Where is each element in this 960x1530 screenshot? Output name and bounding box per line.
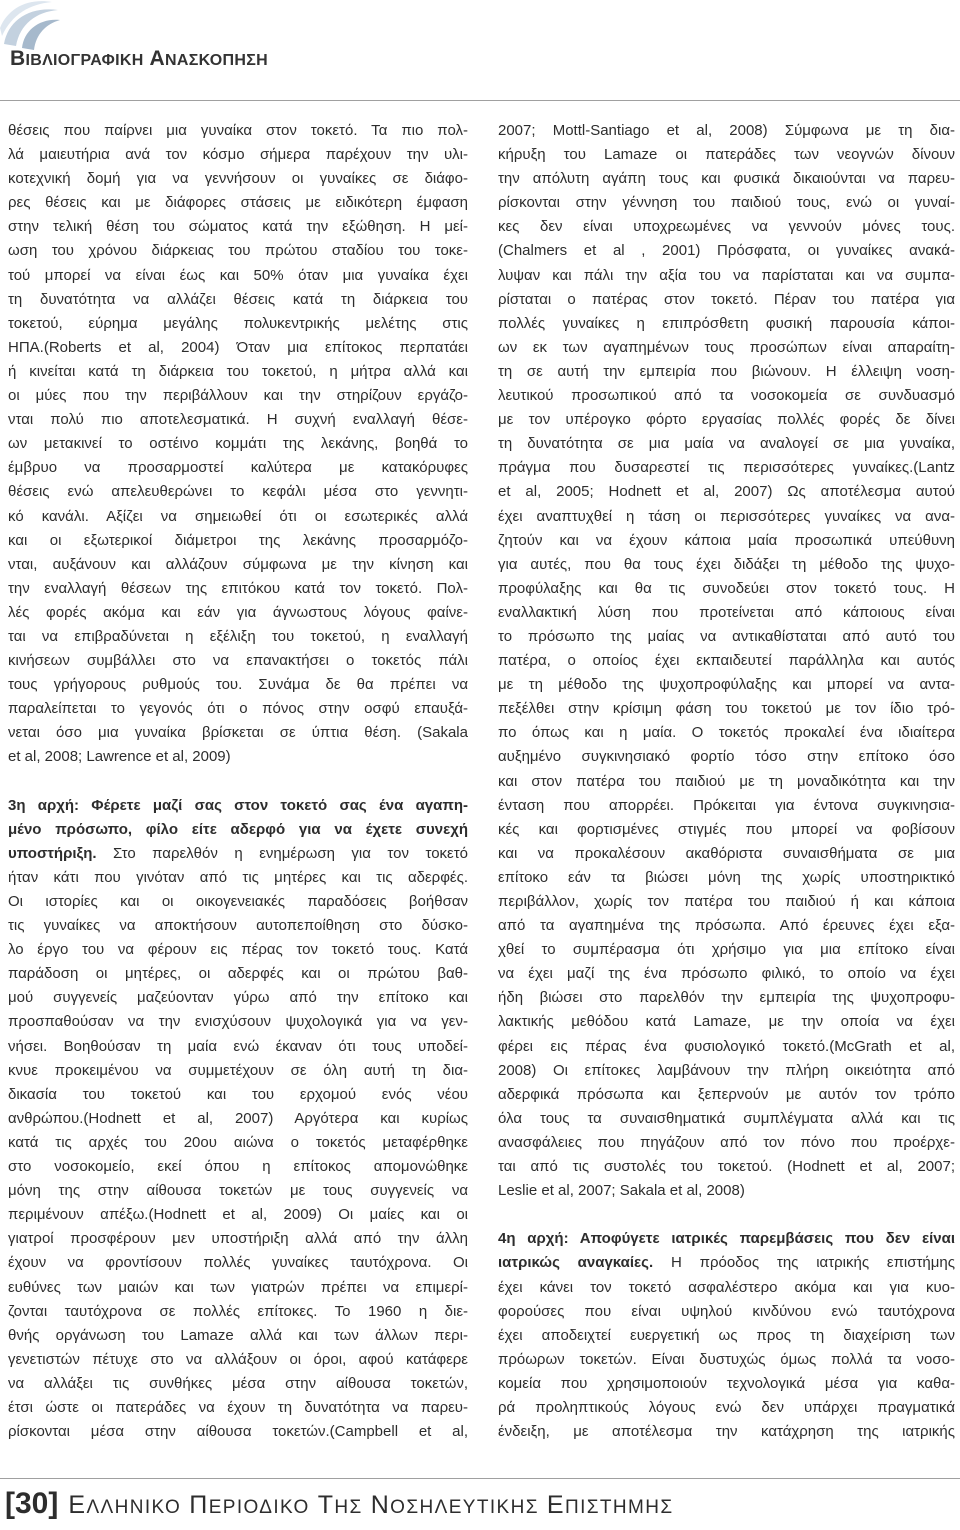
text-line: εναλλακτική λύση που προτείνεται από κάποιους είναι xyxy=(498,603,955,621)
text-line xyxy=(498,1227,955,1251)
section-heading-text: υποστήριξη. xyxy=(8,844,97,862)
text-line: ρά προληπτικούς λόγους ενώ δεν υπάρχει πραγματικά xyxy=(498,1398,955,1416)
text-line: περιβάλλον, χωρίς τον πατέρα του παιδιού ή και κάποια xyxy=(498,893,955,910)
text-line: παράδοση οι μητέρες, οι αδερφές και οι πρώτου βαθ- xyxy=(8,965,468,983)
text-line-segment: Η πρόοδος της ιατρικής επιστήμης xyxy=(653,1254,955,1272)
text-line: ανασφάλειες που πηγάζουν από τον πόνο που προέρχε- xyxy=(498,1133,955,1151)
text-line: κοτεχνική δομή για να γεννήσουν οι γυναίκες σε διάφο- xyxy=(8,170,468,188)
text-line: πολλές γυναίκες η επιπρόσθετη φυσική παρουσία κάποι- xyxy=(498,314,955,332)
text-line: πατέρα, ο οποίος έχει εκπαιδευτεί παράλληλα και αυτός xyxy=(498,652,955,670)
text-line: ρες θέσεις και με διάφορες στάσεις με ειδικότερη έμφαση xyxy=(8,194,468,212)
text-line: τοκετού, εύρημα μεγάλης πολυκεντρικής μελέτης στις xyxy=(8,314,468,332)
text-line: χθεί το συμπέρασμα ότι χρήσιμο για μια επίτοκο είναι xyxy=(498,941,955,959)
journal-title-word: ΕΛΛΗΝΙΚΟ xyxy=(68,1491,182,1519)
section-heading-text: μένο πρόσωπο, φίλο είτε αδερφό για να έχετε συνεχή xyxy=(8,820,468,838)
text-line: έχουν να φροντίσουν πολλές γυναίκες ταυτόχρονα. Οι xyxy=(8,1254,468,1272)
text-line: προσπαθούσαν να την ενισχύσουν ψυχολογικά για να γεν- xyxy=(8,1013,468,1031)
text-line: θέσεις που παίρνει μια γυναίκα στον τοκετό. Τα πιο πολ- xyxy=(8,122,468,139)
text-line: κομεία που χρησιμοποιούν τεχνολογικά μέσα για καθα- xyxy=(498,1374,955,1392)
text-line: ΗΠΑ.(Roberts et al, 2004) Όταν μια επίτοκος περπατάει xyxy=(8,338,468,356)
text-line: έχει κάνει τον τοκετό ασφαλέστερο ακόμα και για κυο- xyxy=(498,1278,955,1296)
text-line: γενετιστών πέτυχε στο να αλλάξουν οι όροι, αφού κατάφερε xyxy=(8,1350,468,1368)
text-line: πρόωρων τοκετών. Είναι δυστυχώς όμως πολλά τα νοσο- xyxy=(498,1350,955,1368)
text-line: τους γρήγορους ρυθμούς του. Συνάμα δε θα πρέπει να xyxy=(8,676,468,694)
text-line: επίτοκο εάν τα βιώσει μόνη της χωρίς υποστηρικτικό xyxy=(498,868,955,886)
text-line: νται πολύ πιο αποτελεσματικά. Η συχνή εναλλαγή θέσε- xyxy=(8,411,468,429)
text-line: όλα τους τα συναισθηματικά συμπλέγματα αλλά και τις xyxy=(498,1109,955,1127)
section-heading-text: 4η αρχή: Αποφύγετε ιατρικές παρεμβάσεις που δεν είναι xyxy=(498,1230,955,1248)
text-line: λές φορές ακόμα και εάν για άγνωστους λόγους φαίνε- xyxy=(8,603,468,621)
text-line: μού συγγενείς μαζεύονταν γύρω από την επίτοκο και xyxy=(8,989,468,1007)
text-line: γιατροί προσφέρουν μεν υποστήριξη αλλά από την άλλη xyxy=(8,1230,468,1248)
journal-title-word: ΠΕΡΙΟΔΙΚΟ xyxy=(189,1491,310,1519)
text-line: τού μπορεί να είναι έως και 50% όταν μια γυναίκα έχει xyxy=(8,266,468,284)
section-heading-text: ιατρικώς αναγκαίες. xyxy=(498,1254,654,1272)
text-line: προφύλαξης και θα τις συνοδεύει στον τοκετό τους. Η xyxy=(498,579,955,597)
text-line: ήταν κάτι που γινόταν από τις μητέρες και τις αδερφές. xyxy=(8,868,468,886)
text-line: λακτικής μεθόδου κατά Lamaze, με την οποία να έχει xyxy=(498,1013,955,1031)
paragraph-gap xyxy=(498,1203,955,1227)
text-line: φέρει εις πέρας ένα φυσιολογικό τοκετό.(McGrath et al, xyxy=(498,1037,955,1055)
text-line: να αλλάξει τις συνθήκες μέσα στην αίθουσα τοκετών, xyxy=(8,1374,468,1392)
text-line: την απόλυτη αγάπη τους και φυσικά δικαιούνται να παρευ- xyxy=(498,170,955,188)
text-line: τις γυναίκες να αποκτήσουν αυτοπεποίθηση στο δύσκο- xyxy=(8,917,468,935)
text-line: λευτικού προσωπικού από τα νοσοκομεία σε συνδυασμό xyxy=(498,387,955,405)
left-column xyxy=(8,119,468,1449)
text-line: ένδειξη, με αποτέλεσμα την κατάχρηση της ιατρικής xyxy=(498,1423,955,1441)
text-line: κατά τις αρχές του 20ου αιώνα ο τοκετός μεταφέρθηκε xyxy=(8,1133,468,1151)
text-line xyxy=(8,842,468,866)
text-line: και να προκαλέσουν ακαθόριστα συναισθήματα σε μια xyxy=(498,844,955,862)
text-line: και στον πατέρα του παιδιού με τη μοναδικότητα και την xyxy=(498,772,955,790)
text-line: τη δυνατότητα να αλλάζει θέσεις κατά τη διάρκεια του xyxy=(8,290,468,308)
text-line: νήσει. Βοηθούσαν τη μαία ενώ έκαναν ότι τους υποδεί- xyxy=(8,1037,468,1055)
text-line: νεται όσο μια γυναίκα βρίσκεται σε ύπτια θέση. (Sakala xyxy=(8,724,468,742)
text-line-segment: Στο παρελθόν η ενημέρωση για τον τοκετό xyxy=(96,844,468,862)
text-line: πράγμα που δυσαρεστεί τις περισσότερες γυναίκες.(Lantz xyxy=(498,459,955,477)
section-heading-text: 3η αρχή: Φέρετε μαζί σας στον τοκετό σας ένα αγαπη- xyxy=(8,796,468,814)
text-line: να έχει μαζί της ένα πρόσωπο φιλικό, το οποίο να έχει xyxy=(498,965,955,983)
text-line: θέσεις ενώ απελευθερώνει το κεφάλι μέσα στο γεννητι- xyxy=(8,483,468,501)
text-line: ται από τις συστολές του τοκετού. (Hodnett et al, 2007; xyxy=(498,1158,955,1176)
page-footer xyxy=(5,1484,682,1524)
text-line: τη δυνατότητα σε μια μαία να αναλογεί σε μια γυναίκα, xyxy=(498,435,955,453)
text-line: το πρόσωπο της μαίας να αντικαθίσταται από αυτό του xyxy=(498,627,955,645)
text-line: ή κινείται κατά τη διάρκεια του τοκετού, η μήτρα αλλά και xyxy=(8,362,468,380)
text-line: κες δεν είναι υποχρεωμένες να γεννούν μόνες τους. xyxy=(498,218,955,236)
text-line: (Chalmers et al , 2001) Πρόσφατα, οι γυναίκες ανακά- xyxy=(498,242,955,260)
text-line: δικασία του τοκετού και του ερχομού ενός νέου xyxy=(8,1085,468,1103)
paragraph-gap xyxy=(8,770,468,794)
text-line: λά μαιευτήρια ανά τον κόσμο σήμερα παρέχουν την υλι- xyxy=(8,146,468,164)
text-line: ζονται ταυτόχρονα σε πολλές επίτοκες. Το 1960 η διε- xyxy=(8,1302,468,1320)
text-line xyxy=(8,818,468,842)
text-line: ανθρώπου.(Hodnett et al, 2007) Αργότερα και κυρίως xyxy=(8,1109,468,1127)
text-line: ων μετακινεί το οστέινο κομμάτι της λεκάνης, βοηθά το xyxy=(8,435,468,453)
text-line: λο έργο του να φέρουν εις πέρας τον τοκετό τους. Κατά xyxy=(8,941,468,959)
text-line: ρίσκονται στην γέννηση του παιδιού τους, ενώ οι γυναί- xyxy=(498,194,955,212)
text-line: ζητούν και να έχουν κάποια μαία προσωπικά υπεύθυνη xyxy=(498,531,955,549)
text-line: κό κανάλι. Αξίζει να σημειωθεί ότι οι εσωτερικές αλλά xyxy=(8,507,468,525)
text-line: αδερφικά πρόσωπα και ξεπερνούν με αυτόν τον τρόπο xyxy=(498,1085,955,1103)
text-line: στο νοσοκομείο, εκεί όπου η επίτοκος απομονώθηκε xyxy=(8,1158,468,1176)
page-number: [30] xyxy=(5,1487,59,1520)
text-line: ωση του χρόνου διάρκειας του πρώτου σταδίου του τοκε- xyxy=(8,242,468,260)
journal-title-word: ΝΟΣΗΛΕΥΤΙΚΗΣ xyxy=(370,1491,539,1519)
text-line: et al, 2005; Hodnett et al, 2007) Ως αποτέλεσμα αυτού xyxy=(498,483,955,501)
text-line: Οι ιστορίες και οι οικογενειακές παραδόσεις βοήθσαν xyxy=(8,893,468,910)
text-line: κνυε προκειμένου να συμμετέχουν σε όλη αυτή τη δια- xyxy=(8,1061,468,1079)
right-column xyxy=(498,119,955,1449)
text-line: ων εκ των αγαπημένων τους προσώπων είναι απαραίτη- xyxy=(498,338,955,356)
journal-title-word: ΕΠΙΣΤΗΜΗΣ xyxy=(546,1491,674,1519)
text-line: έτσι ώστε οι πατεράδες να έχουν τη δυνατότητα να παρευ- xyxy=(8,1398,468,1416)
text-line: κές και φορτισμένες στιγμές που μπορεί να φοβίσουν xyxy=(498,820,955,838)
text-line: φορούσες που είναι υψηλού κινδύνου ενώ ταυτόχρονα xyxy=(498,1302,955,1320)
text-line: ρίσκονται μέσα στην αίθουσα τοκετών.(Campbell et al, xyxy=(8,1423,468,1441)
text-line: έχει αναπτυχθεί η τάση οι περισσότερες γυναίκες να ανα- xyxy=(498,507,955,525)
journal-title-word: ΤΗΣ xyxy=(317,1491,363,1519)
text-line: στην τελική θέση του σώματος κατά την εξώθηση. Η μεί- xyxy=(8,218,468,236)
text-line: et al, 2008; Lawrence et al, 2009) xyxy=(8,748,231,766)
text-line: ήδη βιώσει στο παρελθόν την εμπειρία της ψυχοπροφυ- xyxy=(498,989,955,1007)
text-line: 2007; Mottl-Santiago et al, 2008) Σύμφωνα με τη δια- xyxy=(498,122,955,139)
text-line: νται, αυξάνουν και αλλάζουν σύμφωνα με την κίνηση και xyxy=(8,555,468,573)
footer-rule xyxy=(0,1478,960,1479)
text-line: από τα αγαπημένα της πρόσωπα. Από έρευνες έχει εξα- xyxy=(498,917,955,935)
text-line: Leslie et al, 2007; Sakala et al, 2008) xyxy=(498,1182,745,1200)
text-line: περιμένουν απέξω.(Hodnett et al, 2009) Οι μαίες και οι xyxy=(8,1206,468,1224)
text-line: έχει αποδειχτεί ευεργετική ως προς τη διαχείριση των xyxy=(498,1326,955,1344)
text-line: αυξημένο συγκινησιακό φορτίο τόσο στην επίτοκο όσο xyxy=(498,748,955,766)
text-line: ένταση που απορρέει. Πρόκειται για έντονα συγκινησια- xyxy=(498,796,955,814)
text-line: για αυτές, που θα τους έχει διδάξει τη μέθοδο της ψυχο- xyxy=(498,555,955,573)
section-title-word: ΑΝΑΣΚΟΠΗΣΗ xyxy=(149,47,268,70)
text-line: τη σε αυτή την εμπειρία που βιώνουν. Η έλλειψη νοση- xyxy=(498,362,955,380)
section-title xyxy=(10,46,274,74)
text-line: και οι εξωτερικοί διάμετροι της λεκάνης προσαρμόζο- xyxy=(8,531,468,549)
text-line: έμβρυο να προσαρμοστεί καλύτερα με κατακόρυφες xyxy=(8,459,468,477)
text-line xyxy=(498,1251,955,1275)
text-line: με τη μέθοδο της ψυχοπροφύλαξης και μπορεί να αντα- xyxy=(498,676,955,694)
text-line: κήρυξη του Lamaze οι πατεράδες των νεογνών δίνουν xyxy=(498,146,955,164)
text-line: πεξέλθει στην κρίσιμη φάση του τοκετού με τον ίδιο τρό- xyxy=(498,700,955,718)
text-line: πο όπως και η μαία. Ο τοκετός προκαλεί ένα ιδιαίτερα xyxy=(498,724,955,742)
text-line: ρίσταται ο πατέρας στον τοκετό. Πέραν του πατέρα για xyxy=(498,290,955,308)
text-line: κινήσεων συμβάλλει στο να επανακτήσει ο τοκετός πάλι xyxy=(8,652,468,670)
text-line: λυψαν και πάλι την αξία του να παρίσταται και να συμπα- xyxy=(498,266,955,284)
text-line: με τον υπέρογκο φόρτο εργασίας πολλές φορές δε δίνει xyxy=(498,411,955,429)
swirl-logo-icon xyxy=(0,0,62,52)
text-line: ται να επιβραδύνεται η εξέλιξη του τοκετού, η εναλλαγή xyxy=(8,627,468,645)
text-line: οι μύες που την περιβάλλουν και την στηρίζουν εργάζο- xyxy=(8,387,468,405)
text-line: ευθύνες των μαιών και των γιατρών πρέπει να επιμερί- xyxy=(8,1278,468,1296)
text-line: θνής οργάνωση του Lamaze αλλά και των άλλων περι- xyxy=(8,1326,468,1344)
journal-title xyxy=(68,1491,681,1520)
text-line: 2008) Οι επίτοκες λαμβάνουν την πλήρη οικειότητα από xyxy=(498,1061,955,1079)
header-rule xyxy=(0,100,960,101)
section-title-word: ΒΙΒΛΙΟΓΡΑΦΙΚΗ xyxy=(10,47,144,70)
text-line xyxy=(8,794,468,818)
text-line: την εναλλαγή θέσεων της επιτόκου κατά τον τοκετό. Πολ- xyxy=(8,579,468,597)
text-line: μόνη της στην αίθουσα τοκετών με τους συγγενείς να xyxy=(8,1182,468,1200)
text-line: παραλείπεται το γεγονός ότι ο πόνος στην οσφύ επαυξά- xyxy=(8,700,468,718)
